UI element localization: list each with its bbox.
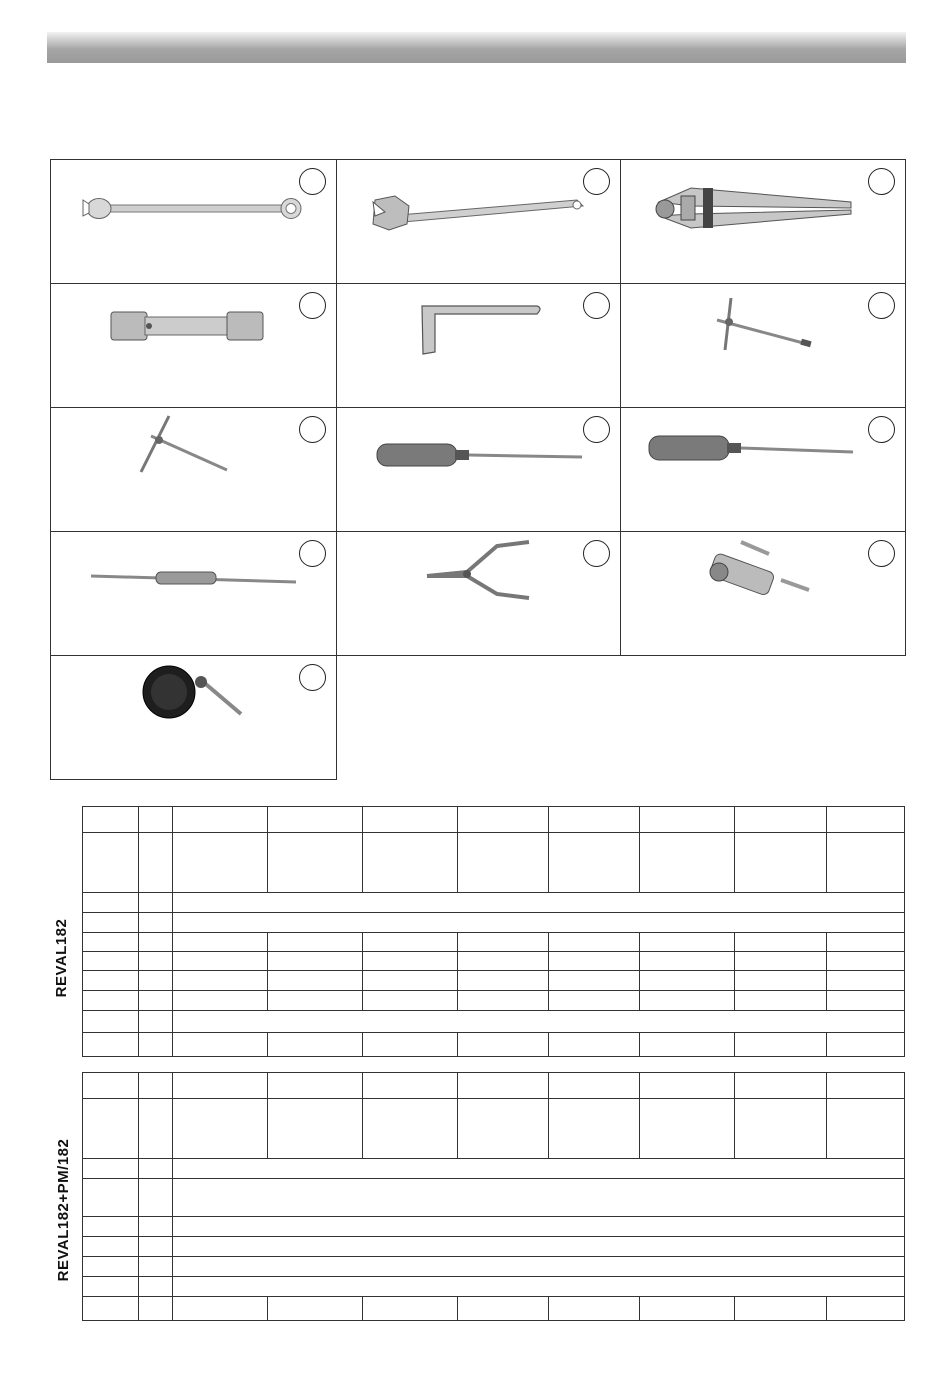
item-number-circle bbox=[583, 540, 610, 567]
tool-cell-t-handle-wrench-small bbox=[50, 407, 337, 532]
item-number-circle bbox=[299, 664, 326, 691]
tool-cell-double-ended-screwdriver bbox=[50, 531, 337, 656]
table-side-label: REVAL182+PM/182 bbox=[55, 1138, 72, 1282]
combination-wrench-icon bbox=[51, 160, 338, 285]
t-handle-wrench-small-icon bbox=[51, 408, 338, 533]
tool-cell-phillips-screwdriver bbox=[336, 407, 621, 532]
item-number-circle bbox=[868, 540, 895, 567]
table-side-label: REVAL182 bbox=[53, 918, 70, 998]
tool-cell-knob-tool bbox=[50, 655, 337, 780]
t-handle-wrench-large-icon bbox=[621, 284, 907, 409]
tool-cell-adjustable-wrench bbox=[336, 159, 621, 284]
item-number-circle bbox=[299, 540, 326, 567]
circlip-pliers-icon bbox=[337, 532, 622, 657]
item-number-circle bbox=[583, 292, 610, 319]
item-number-circle bbox=[868, 416, 895, 443]
item-number-circle bbox=[299, 416, 326, 443]
tool-cell-flat-screwdriver bbox=[620, 407, 906, 532]
pin-spanner-icon bbox=[621, 160, 907, 285]
phillips-screwdriver-icon bbox=[337, 408, 622, 533]
tool-cell-pin-spanner bbox=[620, 159, 906, 284]
item-number-circle bbox=[583, 168, 610, 195]
knob-tool-icon bbox=[51, 656, 338, 781]
hex-key-icon bbox=[337, 284, 622, 409]
tool-cell-circlip-pliers bbox=[336, 531, 621, 656]
tube-socket-wrench-icon bbox=[51, 284, 338, 409]
spark-plug-wrench-icon bbox=[621, 532, 907, 657]
double-ended-screwdriver-icon bbox=[51, 532, 338, 657]
tool-cell-combination-wrench bbox=[50, 159, 337, 284]
spec-table bbox=[82, 806, 905, 1057]
spec-table bbox=[82, 1072, 905, 1321]
flat-screwdriver-icon bbox=[621, 408, 907, 533]
tool-cell-spark-plug-wrench bbox=[620, 531, 906, 656]
header-bar bbox=[47, 32, 906, 63]
adjustable-wrench-icon bbox=[337, 160, 622, 285]
item-number-circle bbox=[868, 292, 895, 319]
item-number-circle bbox=[583, 416, 610, 443]
item-number-circle bbox=[299, 168, 326, 195]
tool-cell-tube-socket-wrench bbox=[50, 283, 337, 408]
item-number-circle bbox=[868, 168, 895, 195]
tool-cell-t-handle-wrench-large bbox=[620, 283, 906, 408]
tool-cell-hex-key bbox=[336, 283, 621, 408]
item-number-circle bbox=[299, 292, 326, 319]
